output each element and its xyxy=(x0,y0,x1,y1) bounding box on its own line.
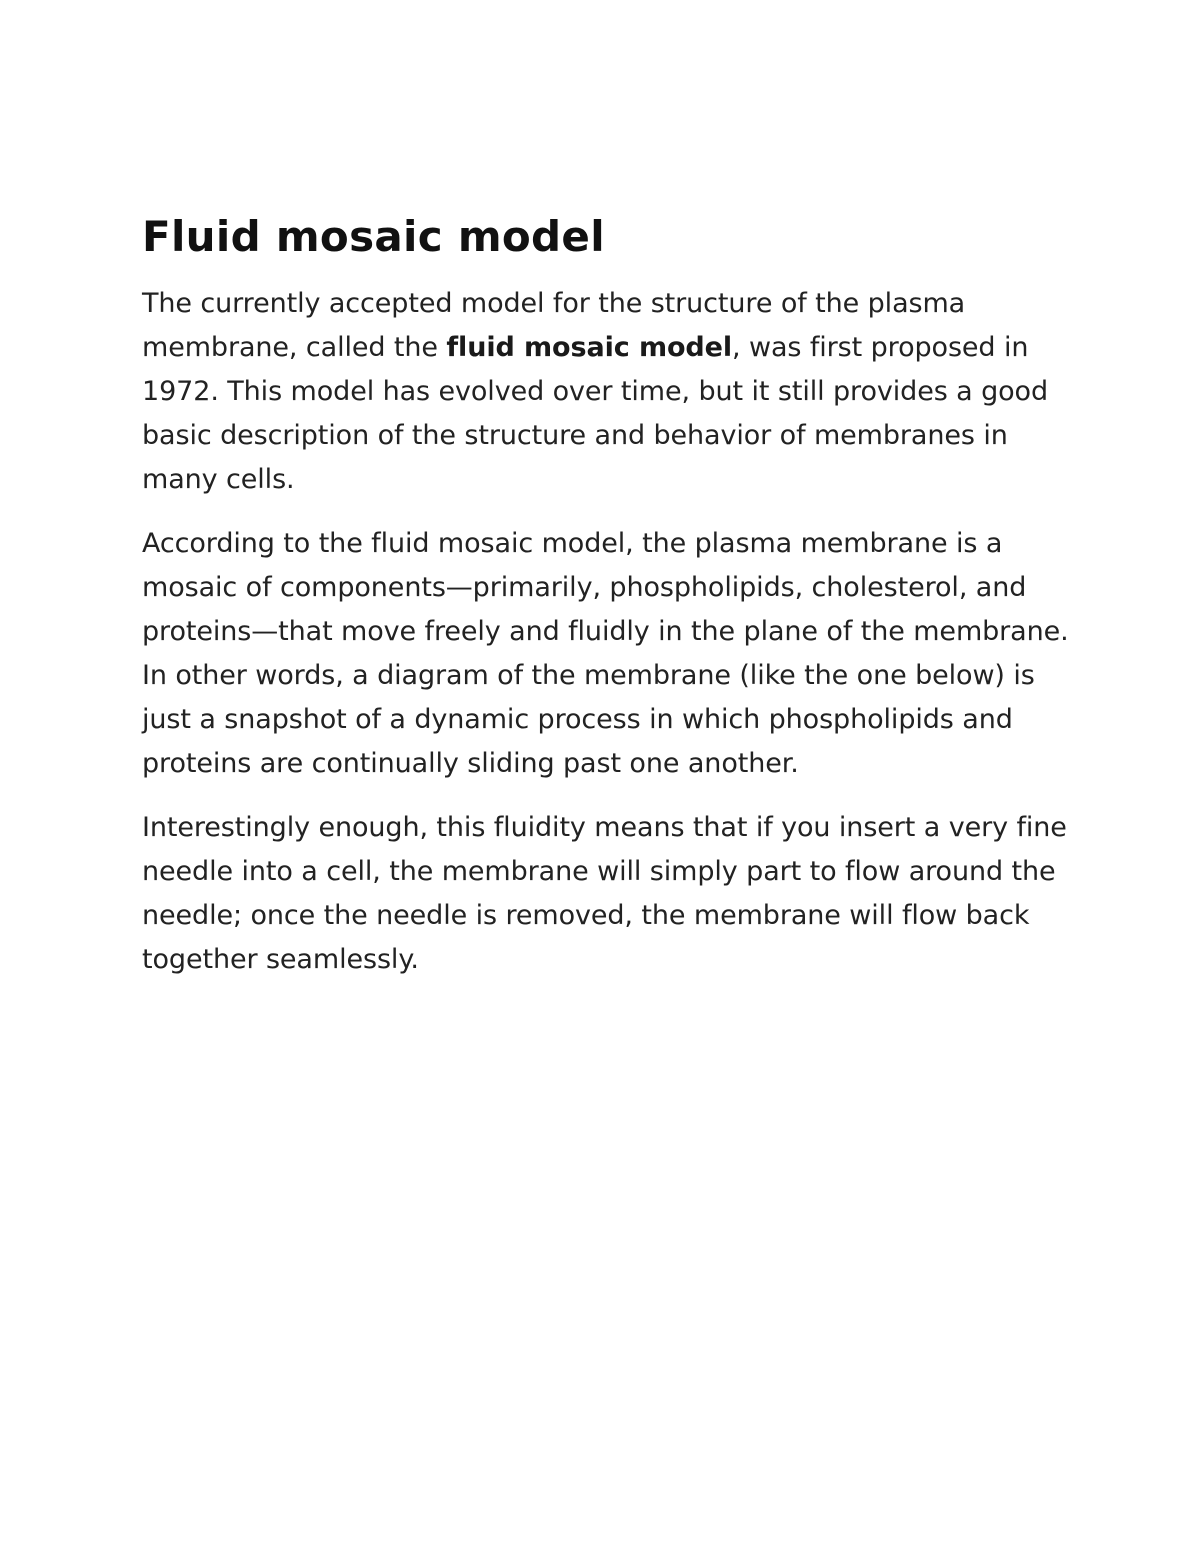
paragraph-intro xyxy=(142,282,1072,502)
page-title: Fluid mosaic model xyxy=(142,212,605,261)
paragraph-text: The currently accepted model for the structure of the plasma membrane, called the xyxy=(142,288,966,363)
paragraph-fluidity: Interestingly enough, this fluidity means that if you insert a very fine needle into a cell, the membrane will simply part to flow around the needle; once the needle is removed, the membrane will flow back together seamlessly. xyxy=(142,812,1067,975)
document-page xyxy=(142,208,1072,1002)
paragraph-components: According to the fluid mosaic model, the plasma membrane is a mosaic of components—primarily, phospholipids, cholesterol, and proteins—that move freely and fluidly in the plane of the membrane. In other words, a diagram of the membrane (like the one below) is just a snapshot of a dynamic process in which phospholipids and proteins are continually sliding past one another. xyxy=(142,528,1069,779)
paragraph-text: , was first proposed in 1972. This model has evolved over time, but it still provides a good basic description of the structure and behavior of membranes in many cells. xyxy=(142,332,1048,495)
bold-term: fluid mosaic model xyxy=(446,332,733,363)
